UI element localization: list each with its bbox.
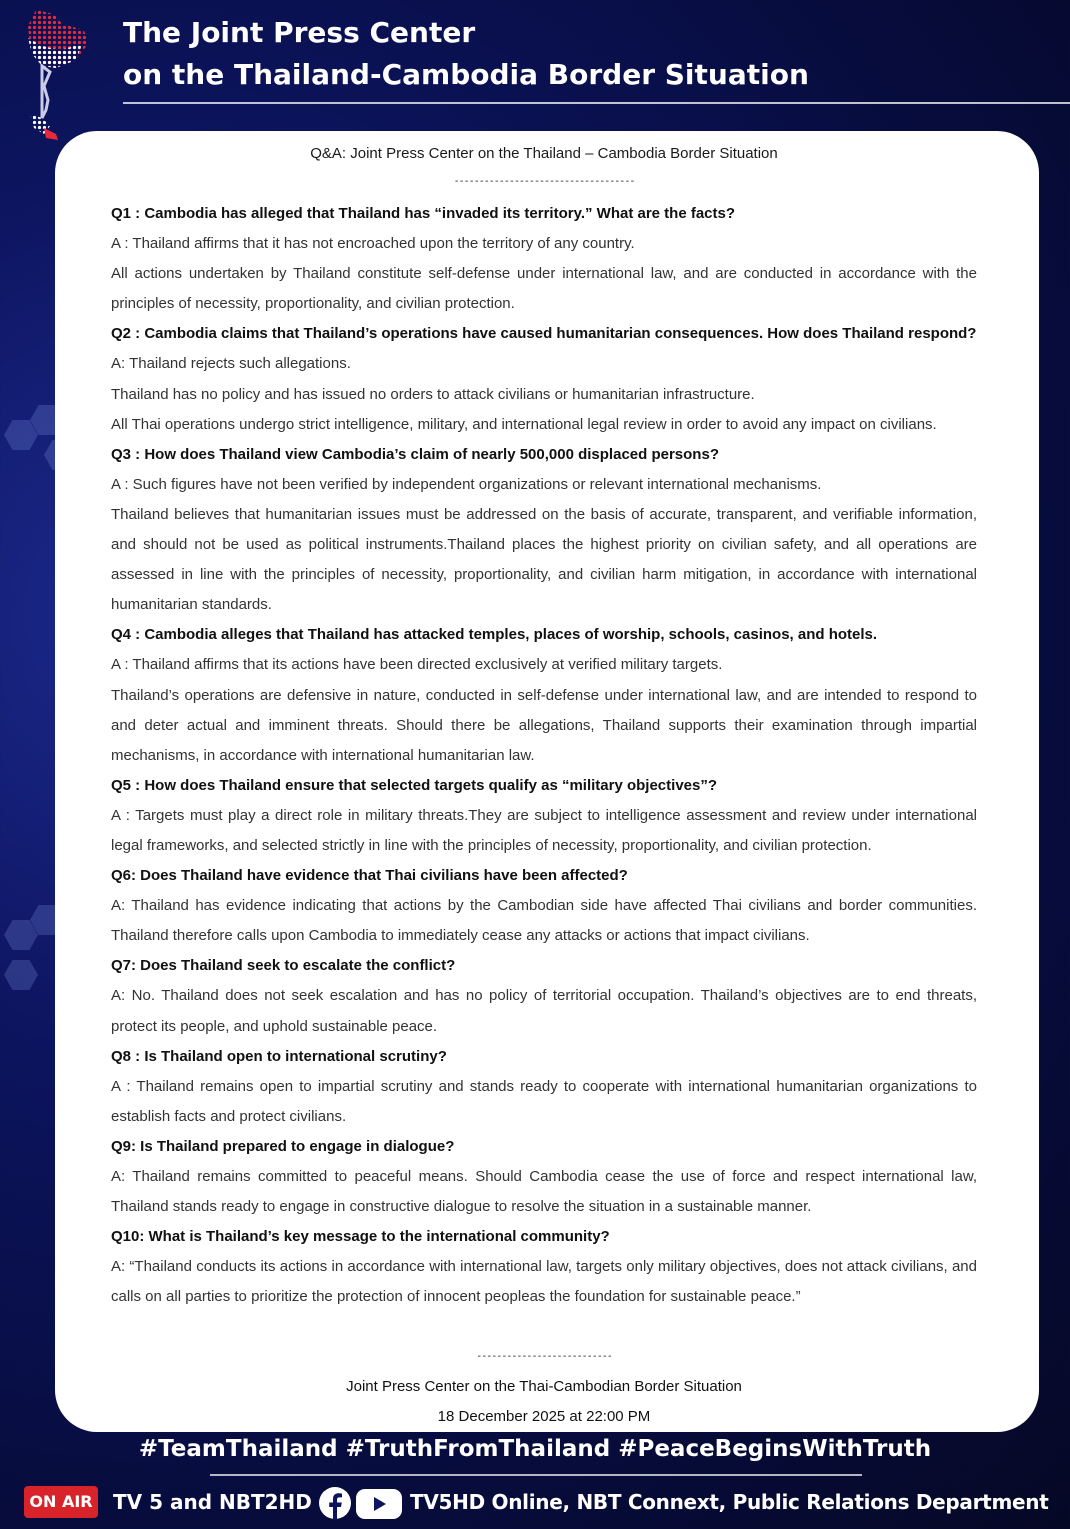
answer-text: A: Thailand remains committed to peaceful means. Should Cambodia cease the use of force and respect international law, Thailand stands ready to engage in constructive dialogue to resolve the situation in a sustainable manner. (111, 1168, 977, 1216)
question-text: Q1 : Cambodia has alleged that Thailand has “invaded its territory.” What are the facts? (111, 205, 736, 222)
answer-text: Thailand believes that humanitarian issues must be addressed on the basis of accurate, transparent, and verifiable information, and should not be used as political instruments.Thailand places the highest priority on civilian safety, and all operations are assessed in line with the principles of necessity, proportionality, and civilian harm mitigation, in accordance with international humanitarian standards. (111, 505, 977, 614)
online-channels: TV5HD Online, NBT Connext, Public Relations Department (410, 1490, 1049, 1514)
separator-bottom: --------------------------- (476, 1351, 612, 1362)
question-text: Q6: Does Thailand have evidence that Thai civilians have been affected? (111, 867, 628, 885)
answer-text: A : Such figures have not been verified by independent organizations or relevant international mechanisms. (111, 475, 822, 493)
question-text: Q5 : How does Thailand ensure that selected targets qualify as “military objectives”? (111, 776, 718, 794)
question-text: Q9: Is Thailand prepared to engage in dialogue? (111, 1137, 455, 1155)
answer-text: Thailand has no policy and has issued no orders to attack civilians or humanitarian infrastructure. (111, 385, 755, 403)
hashtags-divider (210, 1474, 862, 1476)
answer-text: A: No. Thailand does not seek escalation and has no policy of territorial occupation. Thailand’s objectives are to end threats, protect its people, and uphold sustainable peace. (111, 987, 977, 1035)
question-text: Q4 : Cambodia alleges that Thailand has attacked temples, places of worship, schools, casinos, and hotels. (111, 626, 878, 644)
question-text: Q3 : How does Thailand view Cambodia’s claim of nearly 500,000 displaced persons? (111, 445, 719, 463)
answer-text: A: Thailand has evidence indicating that actions by the Cambodian side have affected Thai civilians and border communities. Thailand therefore calls upon Cambodia to immediately cease any attacks or actions that impact civilians. (111, 897, 977, 945)
qa-list (111, 199, 977, 1312)
answer-text: A : Thailand affirms that its actions have been directed exclusively at verified military targets. (111, 656, 723, 674)
separator-top: ------------------------------------ (453, 176, 635, 187)
answer-text: All actions undertaken by Thailand constitute self-defense under international law, and are conducted in accordance with the principles of necessity, proportionality, and civilian protection. (111, 265, 977, 313)
document-title: Q&A: Joint Press Center on the Thailand – Cambodia Border Situation (310, 145, 778, 162)
answer-text: A : Thailand remains open to impartial scrutiny and stands ready to cooperate with international humanitarian organizations to establish facts and protect civilians. (111, 1077, 977, 1125)
answer-text: Thailand’s operations are defensive in nature, conducted in self-defense under international law, and are intended to respond to and deter actual and imminent threats. Should there be allegations, Thailand supports their examination through impartial mechanisms, in accordance with international humanitarian law. (111, 686, 977, 764)
on-air-badge: ON AIR (24, 1486, 98, 1518)
date-line: 18 December 2025 at 22:00 PM (437, 1408, 651, 1425)
facebook-icon (318, 1486, 352, 1520)
question-text: Q10: What is Thailand’s key message to the international community? (111, 1228, 610, 1246)
question-text: Q7: Does Thailand seek to escalate the conflict? (111, 957, 456, 975)
header-title-line2: on the Thailand-Cambodia Border Situation (123, 58, 809, 91)
question-text: Q8 : Is Thailand open to international scrutiny? (111, 1047, 447, 1065)
header-divider (123, 102, 1070, 104)
hashtags: #TeamThailand #TruthFromThailand #PeaceBeginsWithTruth (138, 1436, 932, 1462)
header-title (123, 12, 809, 96)
answer-text: A: Thailand rejects such allegations. (111, 355, 351, 373)
hexagon-decoration (4, 960, 38, 990)
answer-text: A: “Thailand conducts its actions in accordance with international law, targets only military objectives, does not attack civilians, and calls on all parties to prioritize the protection of innocent peopleas the foundation for sustainable peace.” (111, 1258, 977, 1306)
tv-channels: TV 5 and NBT2HD (113, 1490, 312, 1514)
answer-text: A : Thailand affirms that it has not encroached upon the territory of any country. (111, 235, 635, 253)
thailand-map-logo (22, 10, 94, 140)
issuer-line: Joint Press Center on the Thai-Cambodian Border Situation (346, 1378, 742, 1395)
question-text: Q2 : Cambodia claims that Thailand’s operations have caused humanitarian consequences. How does Thailand respond? (111, 325, 977, 343)
answer-text: A : Targets must play a direct role in military threats.They are subject to intelligence assessment and review under international legal frameworks, and selected strictly in line with the principles of necessity, proportionality, and civilian protection. (111, 806, 977, 854)
youtube-icon (356, 1489, 402, 1519)
answer-text: All Thai operations undergo strict intelligence, military, and international legal review in order to avoid any impact on civilians. (111, 415, 937, 433)
header-title-line1: The Joint Press Center (123, 16, 476, 49)
